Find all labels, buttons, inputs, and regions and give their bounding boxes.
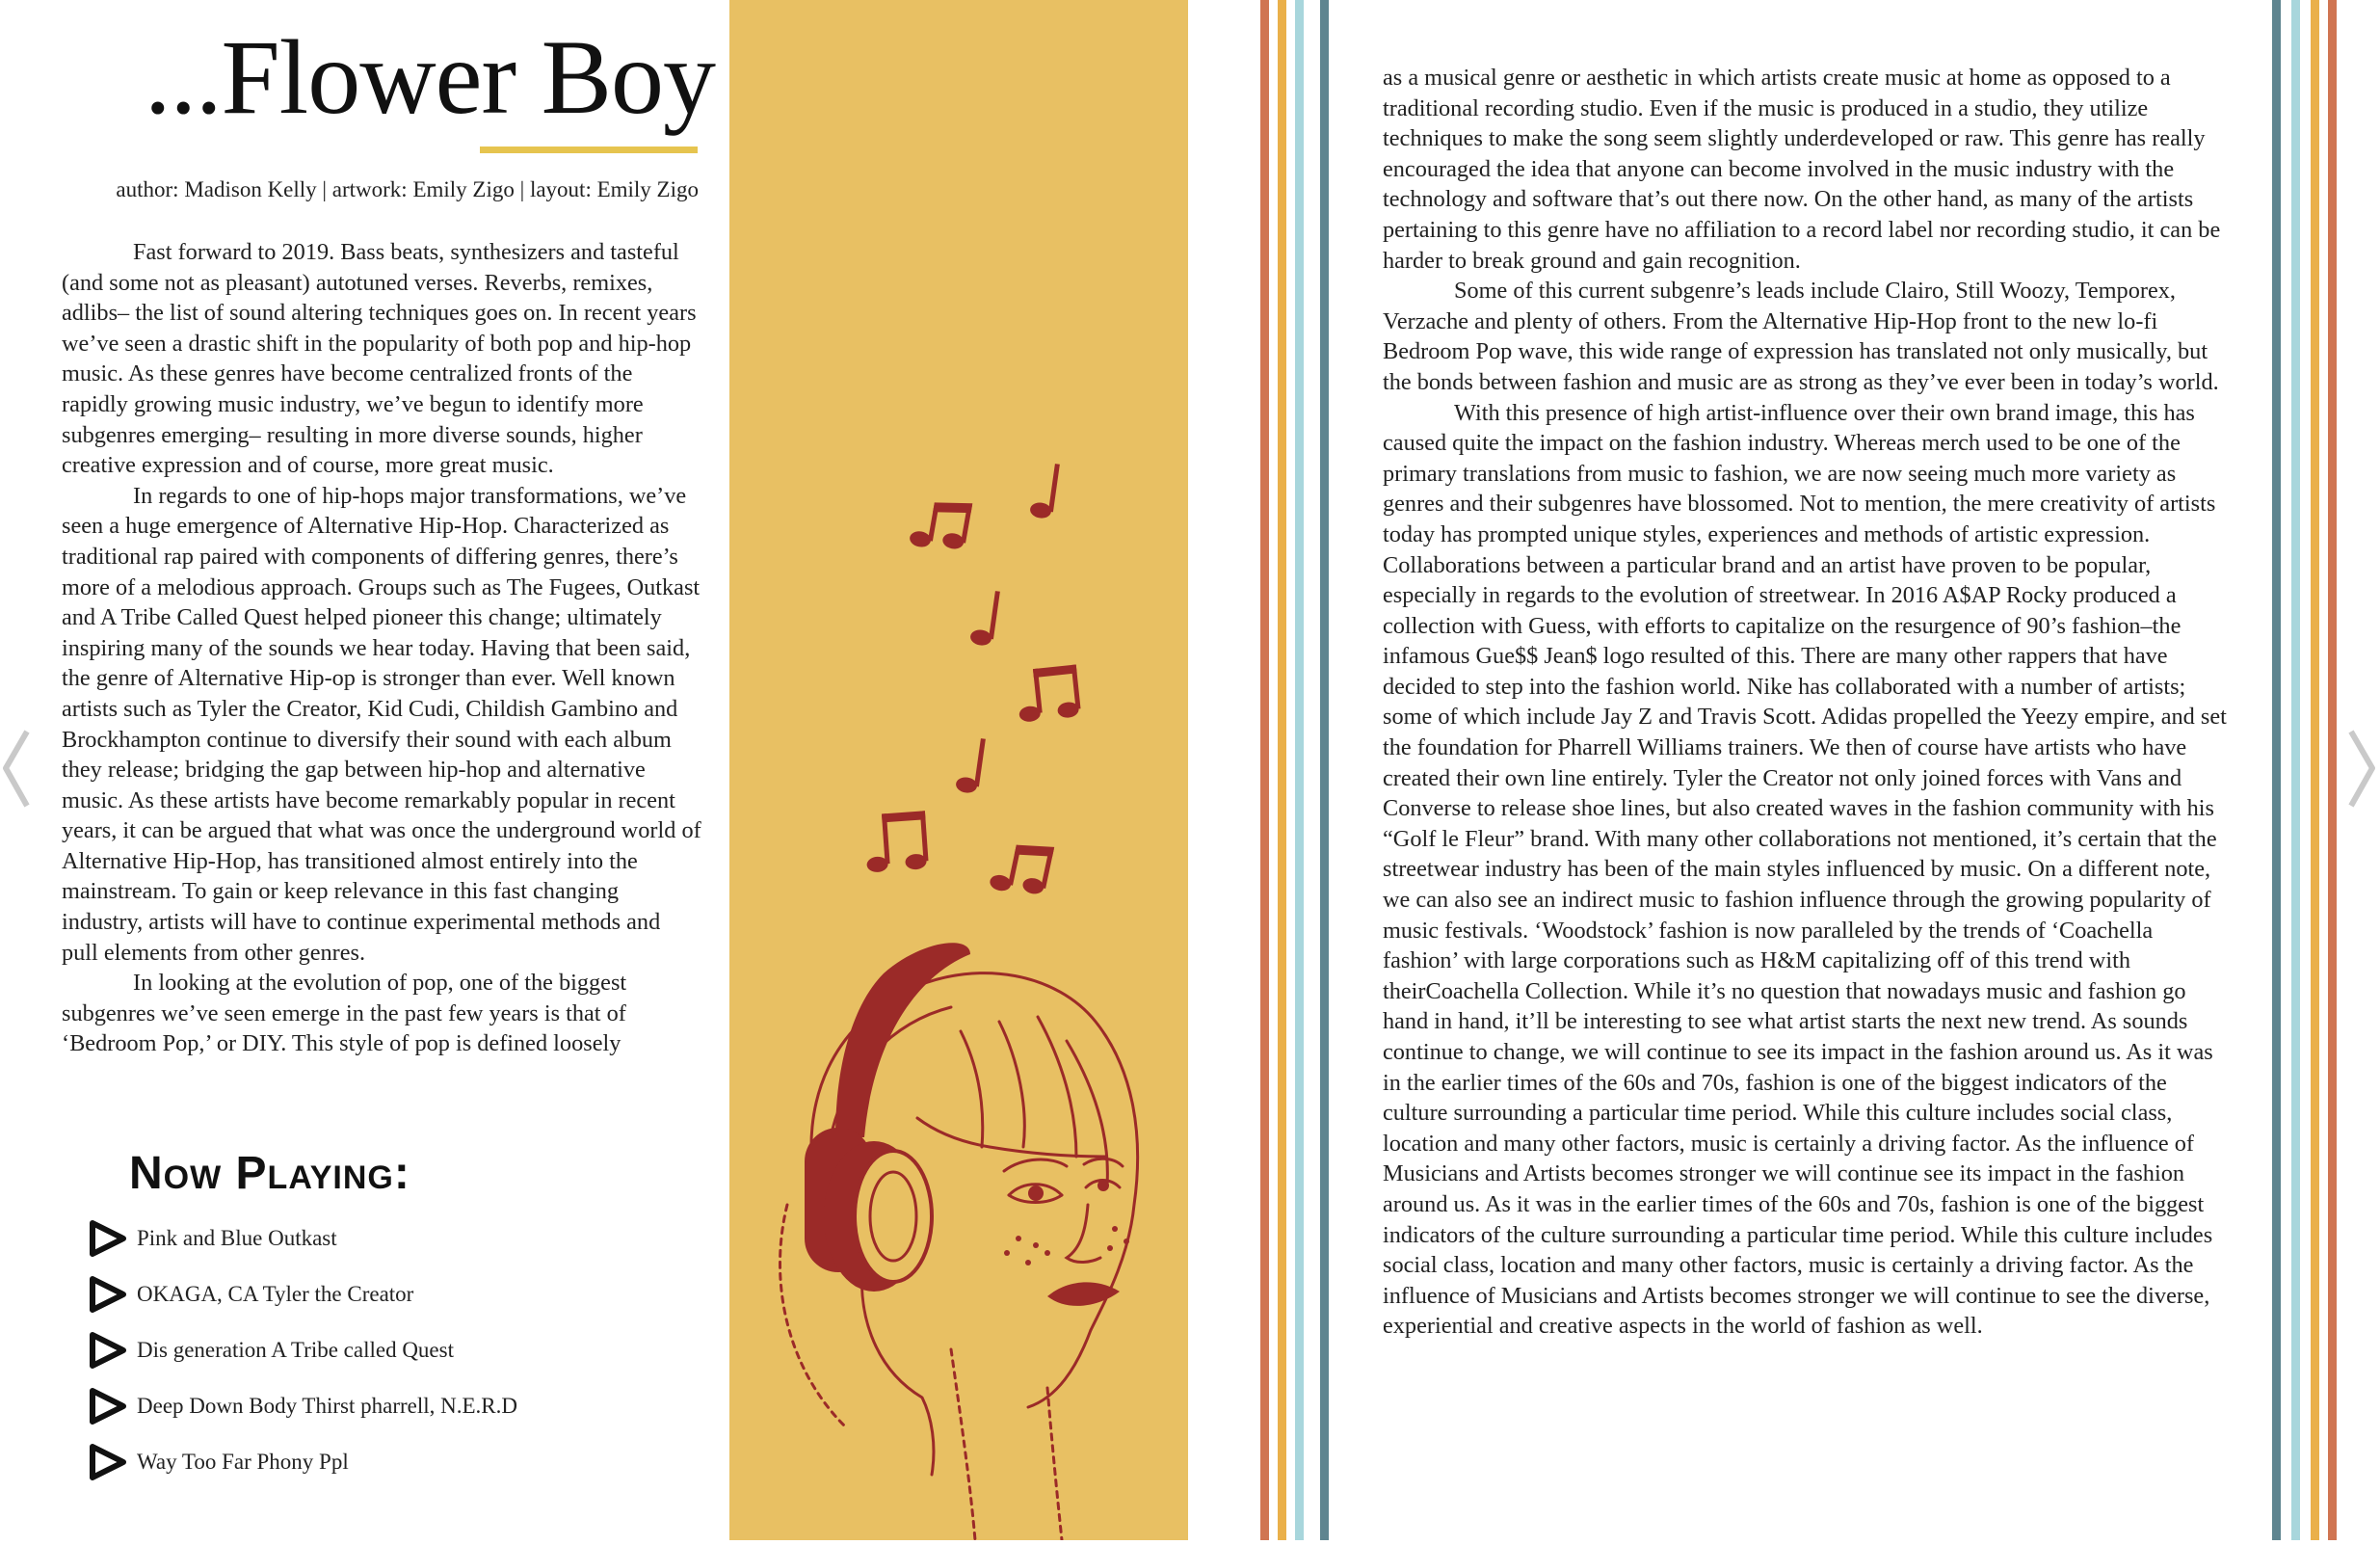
paragraph: In regards to one of hip-hops major transformations, we’ve seen a huge emergence of Alternative Hip-Hop. Characterized as traditional rap paired with components of differing genres, there’s more of a melodious approach. Groups such as The Fugees, Outkast and A Tribe Called Quest helped pioneer this change; ultimately inspiring many of the sounds we hear today. Having that been said, the genre of Alternative Hip-op is stronger than ever. Well known artists such as Tyler the Creator, Kid Cudi, Childish Gambino and Brockhampton continue to diversify their sound with each album they release; bridging the gap between hip-hop and alternative music. As these artists have become remarkably popular in recent years, it can be argued that what was once the underground world of Alternative Hip-Hop, has transitioned almost entirely into the mainstream. To gain or keep relevance in this fast changing industry, artists will have to continue experimental methods and pull elements from other genres. xyxy=(62,482,701,966)
portrait-fills xyxy=(1004,1180,1129,1306)
stripe-orange xyxy=(1260,0,1269,1540)
play-triangle-icon xyxy=(89,1387,127,1425)
play-triangle-icon xyxy=(89,1219,127,1258)
stripe-lightblue xyxy=(2291,0,2300,1540)
music-notes xyxy=(863,461,1081,899)
track-item xyxy=(89,1443,349,1481)
now-playing-heading: Now Playing: xyxy=(129,1148,410,1199)
music-note-icon xyxy=(969,588,1000,647)
stripe-orange xyxy=(2328,0,2337,1540)
play-triangle-icon xyxy=(89,1331,127,1370)
headphones xyxy=(805,943,970,1292)
track-item xyxy=(89,1219,337,1258)
music-note-icon xyxy=(1015,664,1081,722)
stripe-slate xyxy=(1320,0,1329,1540)
headphone-girl-illustration xyxy=(729,0,1188,1540)
play-triangle-icon xyxy=(89,1275,127,1314)
music-note-icon xyxy=(955,735,986,794)
play-triangle-icon xyxy=(89,1443,127,1481)
stripe-lightblue xyxy=(1295,0,1304,1540)
music-note-icon xyxy=(989,836,1054,900)
track-label: Deep Down Body Thirst pharrell, N.E.R.D xyxy=(137,1394,517,1418)
right-text-column xyxy=(1383,63,2231,1342)
title-underline xyxy=(480,147,698,153)
track-label: Way Too Far Phony Ppl xyxy=(137,1450,349,1474)
track-item xyxy=(89,1387,517,1425)
chevron-right-icon[interactable] xyxy=(2347,728,2376,810)
track-label: Pink and Blue Outkast xyxy=(137,1226,337,1250)
left-text-column xyxy=(62,237,702,1059)
music-note-icon xyxy=(909,493,972,554)
stripe-slate xyxy=(2272,0,2281,1540)
paragraph: Some of this current subgenre’s leads include Clairo, Still Woozy, Temporex, Verzache and plenty of others. From the Alternative Hip-Hop front to the new lo-fi Bedroom Pop wave, this wide range of expression has translated not only musically, but the bonds between fashion and music are as strong as they’ve ever been in today’s world. xyxy=(1383,278,2219,395)
music-note-icon xyxy=(1029,461,1060,519)
illustration-band xyxy=(729,0,1188,1540)
paragraph: In looking at the evolution of pop, one of the biggest subgenres we’ve seen emerge in the past few years is that of ‘Bedroom Pop,’ or DIY. This style of pop is defined loosely xyxy=(62,970,627,1057)
track-label: Dis generation A Tribe called Quest xyxy=(137,1338,454,1362)
article-title: ...Flower Boy xyxy=(145,18,715,136)
article-credits: author: Madison Kelly | artwork: Emily Zigo | layout: Emily Zigo xyxy=(116,177,699,201)
chevron-left-icon[interactable] xyxy=(2,728,31,810)
music-note-icon xyxy=(863,811,929,872)
stripe-yellow xyxy=(2311,0,2319,1540)
track-item xyxy=(89,1331,454,1370)
paragraph: Fast forward to 2019. Bass beats, synthesizers and tasteful (and some not as pleasant) autotuned verses. Reverbs, remixes, adlibs– the list of sound altering techniques goes on. In recent years we’ve seen a drastic shift in the popularity of both pop and hip-hop music. As these genres have become centralized fronts of the rapidly growing music industry, we’ve begun to identify more subgenres emerging– resulting in more diverse sounds, higher creative expression and of course, more great music. xyxy=(62,239,697,479)
track-item xyxy=(89,1275,413,1314)
paragraph: as a musical genre or aesthetic in which artists create music at home as opposed to a traditional recording studio. Even if the music is produced in a studio, they utilize techniques to make the song seem slightly underdeveloped or raw. This genre has really encouraged the idea that anyone can become involved in the music industry with the technology and software that’s out there now. On the other hand, as many of the artists pertaining to this genre have no affiliation to a record label nor recording studio, it can be harder to break ground and gain recognition. xyxy=(1383,65,2221,274)
paragraph: With this presence of high artist-influence over their own brand image, this has caused quite the impact on the fashion industry. Whereas merch used to be one of the primary translations from music to fashion, we are now seeing much more variety as genres and their subgenres have blossomed. Not to mention, the mere creativity of artists today has prompted unique styles, experiences and methods of artistic expression. Collaborations between a particular brand and an artist have proven to be popular, especially in regards to the evolution of streetwear. In 2016 A$AP Rocky produced a collection with Guess, with efforts to capitalize on the resurgence of 90’s fashion–the infamous Gue$$ Jean$ logo resulted of this. There are many other rappers that have decided to step into the fashion world. Nike has collaborated with a number of artists; some of which include Jay Z and Travis Scott. Adidas propelled the Yeezy empire, and set the foundation for Pharrell Williams trainers. We then of course have artists who have created their own line entirely. Tyler the Creator not only joined forces with Vans and Converse to release shoe lines, but also created waves in the fashion community with his “Golf le Fleur” brand. With many other collaborations not mentioned, it’s certain that the streetwear industry has been of the main styles influenced by music. On a different note, we can also see an indirect music to fashion influence through the growing popularity of music festivals. ‘Woodstock’ fashion is now paralleled by the trends of ‘Coachella fashion’ with large corporations such as H&M capitalizing off of this trend with theirCoachella Collection. While it’s no question that nowadays music and fashion go hand in hand, it’ll be interesting to see what artist starts the next new trend. As sounds continue to change, we will continue to see its impact in the fashion around us. As it was in the earlier times of the 60s and 70s, fashion is one of the biggest indicators of the culture surrounding a particular time period. While this culture includes social class, location and many other factors, music is certainly a driving factor. As the influence of Musicians and Artists becomes stronger we will continue see its impact in the fashion around us. As it was in the earlier times of the 60s and 70s, fashion is one of the biggest indicators of the culture surrounding a particular time period. While this culture includes social class, location and many other factors, music is certainly a driving factor. As the influence of Musicians and Artists becomes stronger we will continue to see the diverse, experiential and creative aspects in the world of fashion as well. xyxy=(1383,399,2227,1340)
stripe-yellow xyxy=(1278,0,1286,1540)
track-label: OKAGA, CA Tyler the Creator xyxy=(137,1282,414,1306)
